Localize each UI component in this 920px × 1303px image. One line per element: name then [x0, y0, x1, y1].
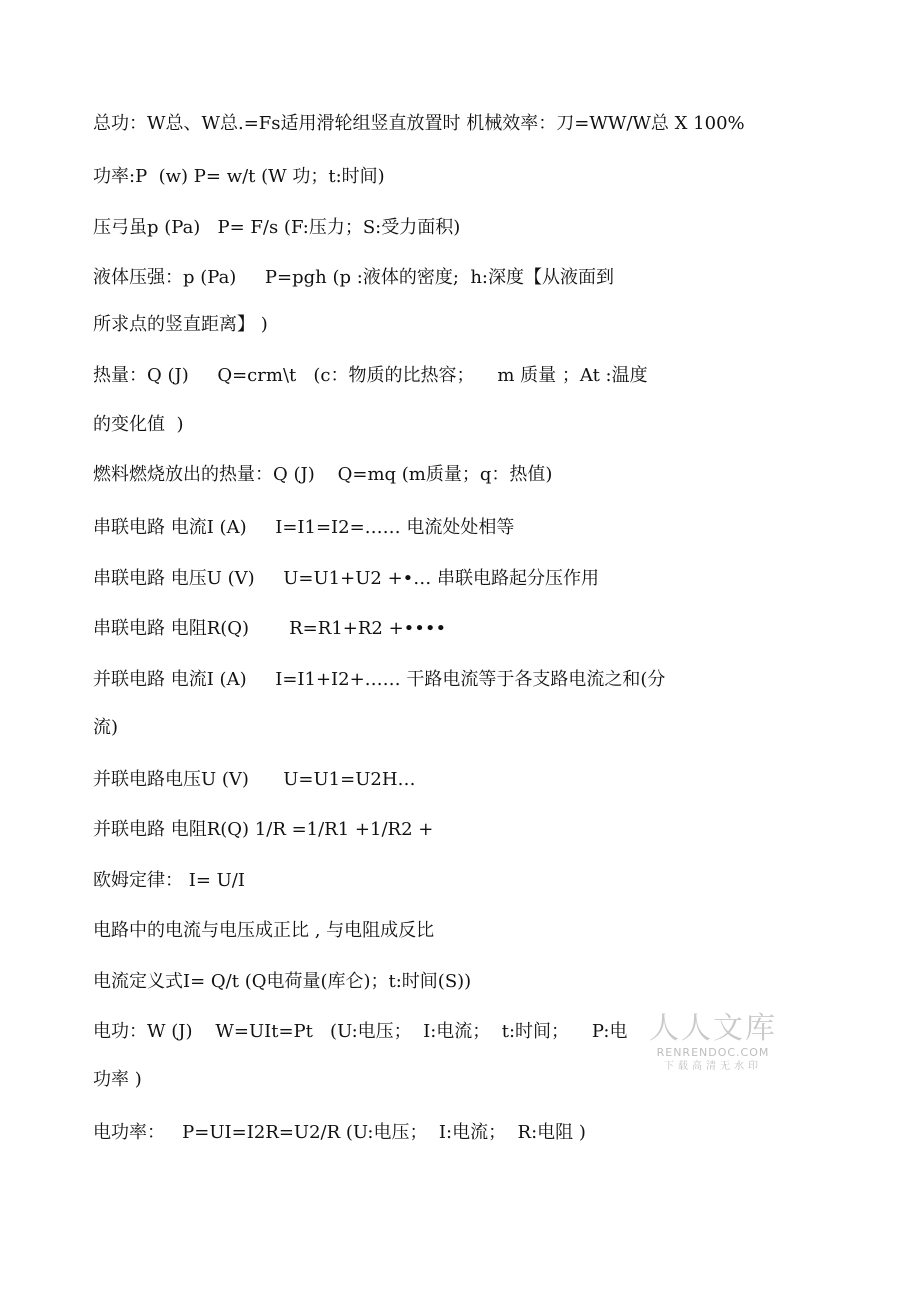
text-line: 所求点的竖直距离】 )	[93, 314, 268, 335]
text-line: 的变化值 )	[93, 414, 184, 435]
text-line: 电功率： P=UI=I2R=U2/R (U:电压； I:电流； R:电阻 )	[93, 1122, 586, 1143]
text-line: 液体压强：p (Pa) P=pgh (p :液体的密度; h:深度【从液面到	[93, 267, 614, 288]
text-line: 电流定义式I= Q/t (Q电荷量(库仑)；t:时间(S))	[93, 971, 472, 992]
text-line: 并联电路电压U (V) U=U1=U2H…	[93, 769, 416, 790]
watermark	[648, 1012, 778, 1074]
text-line: 欧姆定律： I= U/I	[93, 870, 245, 891]
text-line: 电路中的电流与电压成正比 , 与电阻成反比	[93, 920, 435, 941]
text-line: 流)	[93, 717, 119, 738]
text-line: 电功：W (J) W=UIt=Pt (U:电压； I:电流； t:时间； P:电	[93, 1021, 628, 1042]
text-line: 并联电路 电阻R(Q) 1/R =1/R1 +1/R2 +	[93, 819, 434, 840]
text-line: 功率 )	[93, 1069, 142, 1090]
text-line: 热量：Q (J) Q=crm\t (c：物质的比热容； m 质量 ；At :温度	[93, 365, 648, 386]
text-line: 串联电路 电阻R(Q) R=R1+R2 +••••	[93, 618, 447, 639]
text-line: 总功：W总、W总.=Fs适用滑轮组竖直放置时 机械效率：刀=WW/W总 X 100%	[93, 113, 745, 134]
text-line: 并联电路 电流I (A) I=I1+I2+…… 干路电流等于各支路电流之和(分	[93, 669, 666, 690]
text-line: 串联电路 电流I (A) I=I1=I2=…… 电流处处相等	[93, 517, 515, 538]
text-line: 燃料燃烧放出的热量：Q (J) Q=mq (m质量；q：热值)	[93, 464, 553, 485]
watermark-logo: 人人文库	[649, 1011, 777, 1046]
text-line: 功率:P (w) P= w/t (W 功；t:时间)	[93, 166, 385, 187]
text-line: 串联电路 电压U (V) U=U1+U2 +•… 串联电路起分压作用	[93, 568, 599, 589]
watermark-tagline: 下载高清无水印	[664, 1061, 762, 1072]
watermark-url: RENRENDOC.COM	[656, 1046, 770, 1059]
text-line: 压弓虽p (Pa) P= F/s (F:压力；S:受力面积)	[93, 217, 461, 238]
